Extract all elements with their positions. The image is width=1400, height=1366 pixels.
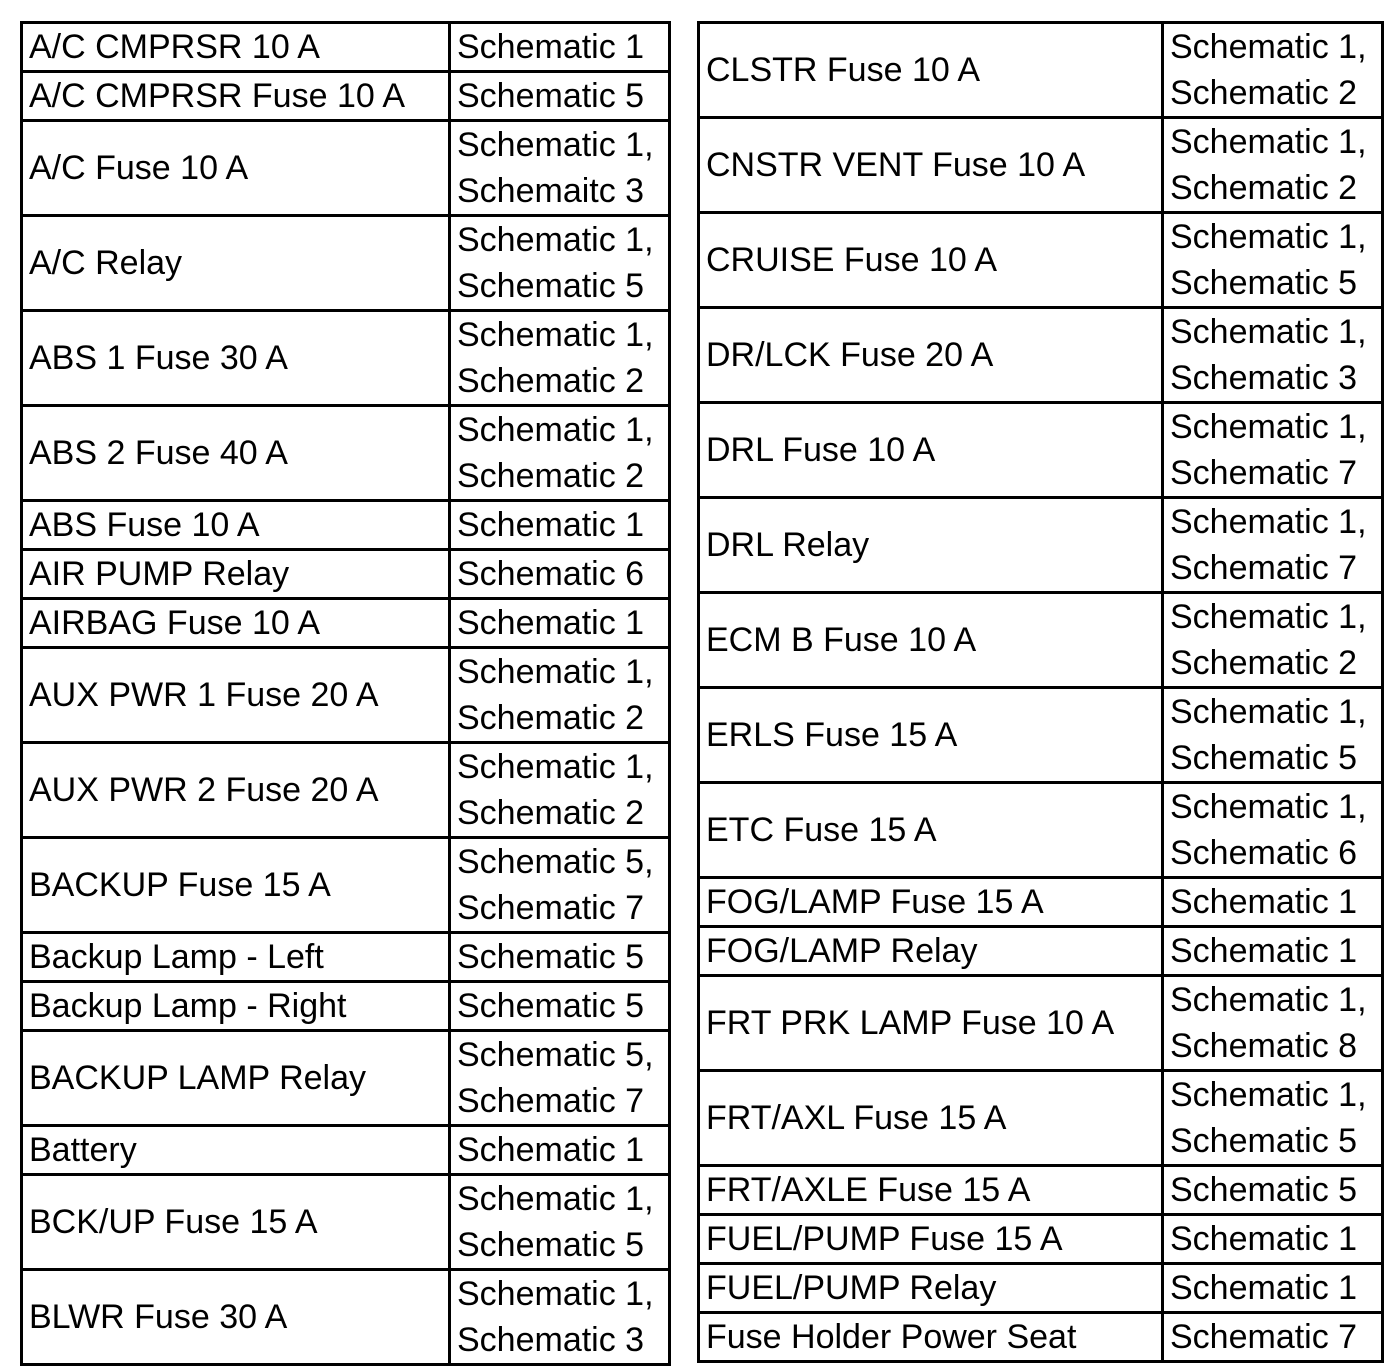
schematic-ref-cell [450,933,670,982]
schematic-ref: Schematic 1 [457,28,645,66]
schematic-ref-cell [450,23,670,72]
schematic-ref-cell [450,838,670,933]
component-name-cell: Backup Lamp - Left [22,933,450,982]
component-name-cell: FRT/AXLE Fuse 15 A [699,1166,1163,1215]
schematic-ref-cell [1163,118,1383,213]
schematic-ref: Schematic 8 [1170,1027,1358,1065]
table-row [699,593,1383,688]
schematic-ref-cell [450,1031,670,1126]
component-name-cell: ABS 2 Fuse 40 A [22,406,450,501]
table-row [22,1126,670,1175]
component-name-cell: A/C CMPRSR Fuse 10 A [22,72,450,121]
table-row [699,308,1383,403]
component-name-cell: A/C Fuse 10 A [22,121,450,216]
table-row [699,878,1383,927]
schematic-ref: Schematic 1, [1170,693,1367,731]
schematic-ref-cell [450,72,670,121]
schematic-ref: Schematic 3 [1170,359,1358,397]
component-name-cell: ECM B Fuse 10 A [699,593,1163,688]
component-name-cell: A/C CMPRSR 10 A [22,23,450,72]
table-row [699,213,1383,308]
schematic-ref: Schematic 5 [457,77,645,115]
schematic-ref: Schematic 1, [457,126,654,164]
schematic-ref: Schematic 2 [457,457,645,495]
component-name-cell: DRL Fuse 10 A [699,403,1163,498]
table-row [22,1175,670,1270]
table-row [699,927,1383,976]
table-row [22,216,670,311]
schematic-ref: Schematic 7 [457,1082,645,1120]
component-name-cell: CRUISE Fuse 10 A [699,213,1163,308]
table-row [699,23,1383,118]
table-row [22,599,670,648]
component-name-cell: ERLS Fuse 15 A [699,688,1163,783]
right-fuse-table [697,21,1384,1363]
schematic-ref-cell [1163,403,1383,498]
schematic-ref: Schematic 1, [457,748,654,786]
schematic-ref: Schematic 5, [457,843,654,881]
schematic-ref-cell [450,648,670,743]
component-name-cell: CLSTR Fuse 10 A [699,23,1163,118]
component-name-cell: AUX PWR 2 Fuse 20 A [22,743,450,838]
schematic-ref-cell [450,550,670,599]
schematic-ref: Schematic 5 [1170,264,1358,302]
component-name-cell: BACKUP Fuse 15 A [22,838,450,933]
schematic-ref: Schematic 5 [457,938,645,976]
component-name-cell: Battery [22,1126,450,1175]
component-name-cell: Fuse Holder Power Seat [699,1313,1163,1362]
table-row [699,783,1383,878]
table-row [699,403,1383,498]
component-name-cell: BCK/UP Fuse 15 A [22,1175,450,1270]
table-row [699,118,1383,213]
table-row [699,498,1383,593]
schematic-ref-cell [1163,688,1383,783]
table-row [22,933,670,982]
schematic-ref-cell [450,982,670,1031]
component-name-cell: FRT/AXL Fuse 15 A [699,1071,1163,1166]
schematic-ref: Schematic 1, [457,411,654,449]
schematic-ref-cell [1163,927,1383,976]
component-name-cell: A/C Relay [22,216,450,311]
schematic-ref-cell [1163,1264,1383,1313]
schematic-ref: Schematic 1, [1170,28,1367,66]
schematic-ref: Schematic 5 [457,1226,645,1264]
component-name-cell: FOG/LAMP Relay [699,927,1163,976]
table-row [699,1264,1383,1313]
table-row [22,311,670,406]
component-name-cell: Backup Lamp - Right [22,982,450,1031]
schematic-ref: Schematic 1, [1170,981,1367,1019]
table-row [22,121,670,216]
schematic-ref: Schematic 3 [457,1321,645,1359]
component-name-cell: FOG/LAMP Fuse 15 A [699,878,1163,927]
table-row [699,976,1383,1071]
schematic-ref-cell [450,406,670,501]
table-row [22,501,670,550]
table-row [22,550,670,599]
schematic-ref-cell [450,743,670,838]
table-row [22,23,670,72]
schematic-ref: Schematic 1, [1170,788,1367,826]
schematic-ref: Schematic 6 [1170,834,1358,872]
schematic-ref-cell [1163,1313,1383,1362]
schematic-ref: Schematic 1, [1170,313,1367,351]
schematic-ref: Schematic 2 [1170,169,1358,207]
component-name-cell: DRL Relay [699,498,1163,593]
component-name-cell: AUX PWR 1 Fuse 20 A [22,648,450,743]
schematic-ref: Schematic 1 [1170,932,1358,970]
schematic-ref: Schematic 1, [457,316,654,354]
left-fuse-table [20,21,671,1366]
component-name-cell: FRT PRK LAMP Fuse 10 A [699,976,1163,1071]
schematic-ref-cell [450,121,670,216]
schematic-ref-cell [1163,308,1383,403]
schematic-ref-cell [1163,878,1383,927]
schematic-ref-cell [450,216,670,311]
component-name-cell: ABS Fuse 10 A [22,501,450,550]
table-row [22,72,670,121]
table-row [22,1270,670,1365]
component-name-cell: AIR PUMP Relay [22,550,450,599]
table-row [22,648,670,743]
schematic-ref: Schematic 2 [457,794,645,832]
schematic-ref: Schematic 2 [1170,644,1358,682]
component-name-cell: BACKUP LAMP Relay [22,1031,450,1126]
table-row [699,1166,1383,1215]
component-name-cell: FUEL/PUMP Relay [699,1264,1163,1313]
component-name-cell: ABS 1 Fuse 30 A [22,311,450,406]
schematic-ref-cell [450,1175,670,1270]
schematic-ref-cell [1163,1215,1383,1264]
schematic-ref: Schematic 1, [457,653,654,691]
schematic-ref: Schematic 1 [1170,883,1358,921]
schematic-ref-cell [1163,213,1383,308]
schematic-ref-cell [450,501,670,550]
component-name-cell: BLWR Fuse 30 A [22,1270,450,1365]
table-row [699,688,1383,783]
schematic-ref: Schematic 5, [457,1036,654,1074]
schematic-ref: Schematic 6 [457,555,645,593]
schematic-ref: Schematic 7 [1170,1318,1358,1356]
schematic-ref-cell [1163,593,1383,688]
schematic-ref: Schematic 1 [457,1131,645,1169]
schematic-ref-cell [450,1126,670,1175]
schematic-ref-cell [1163,976,1383,1071]
component-name-cell: AIRBAG Fuse 10 A [22,599,450,648]
schematic-ref: Schematic 5 [1170,1171,1358,1209]
schematic-ref: Schematic 1 [1170,1220,1358,1258]
schematic-ref-cell [1163,1166,1383,1215]
table-row [699,1215,1383,1264]
schematic-ref-cell [450,1270,670,1365]
schematic-ref: Schematic 7 [457,889,645,927]
schematic-ref: Schematic 5 [457,267,645,305]
schematic-ref: Schemaitc 3 [457,172,645,210]
schematic-ref: Schematic 1 [1170,1269,1358,1307]
schematic-ref: Schematic 7 [1170,454,1358,492]
table-row [22,406,670,501]
component-name-cell: FUEL/PUMP Fuse 15 A [699,1215,1163,1264]
schematic-ref: Schematic 1, [1170,218,1367,256]
schematic-ref: Schematic 2 [1170,74,1358,112]
schematic-ref-cell [1163,1071,1383,1166]
component-name-cell: ETC Fuse 15 A [699,783,1163,878]
schematic-ref: Schematic 1, [1170,123,1367,161]
schematic-ref: Schematic 2 [457,362,645,400]
schematic-ref: Schematic 5 [457,987,645,1025]
component-name-cell: CNSTR VENT Fuse 10 A [699,118,1163,213]
schematic-ref-cell [1163,498,1383,593]
table-row [22,1031,670,1126]
schematic-ref: Schematic 1, [1170,598,1367,636]
schematic-ref-cell [450,599,670,648]
schematic-ref: Schematic 1, [457,1275,654,1313]
table-row [22,743,670,838]
table-row [22,838,670,933]
schematic-ref: Schematic 7 [1170,549,1358,587]
schematic-ref: Schematic 2 [457,699,645,737]
schematic-ref: Schematic 1, [1170,503,1367,541]
schematic-ref: Schematic 1 [457,604,645,642]
schematic-ref-cell [450,311,670,406]
schematic-ref-cell [1163,783,1383,878]
schematic-ref: Schematic 5 [1170,1122,1358,1160]
schematic-ref: Schematic 1, [1170,1076,1367,1114]
schematic-ref-cell [1163,23,1383,118]
schematic-ref: Schematic 1, [457,221,654,259]
table-row [699,1313,1383,1362]
column-separator [668,21,671,1321]
table-row [699,1071,1383,1166]
component-name-cell: DR/LCK Fuse 20 A [699,308,1163,403]
schematic-ref: Schematic 5 [1170,739,1358,777]
schematic-ref: Schematic 1, [1170,408,1367,446]
table-row [22,982,670,1031]
schematic-ref: Schematic 1 [457,506,645,544]
schematic-ref: Schematic 1, [457,1180,654,1218]
